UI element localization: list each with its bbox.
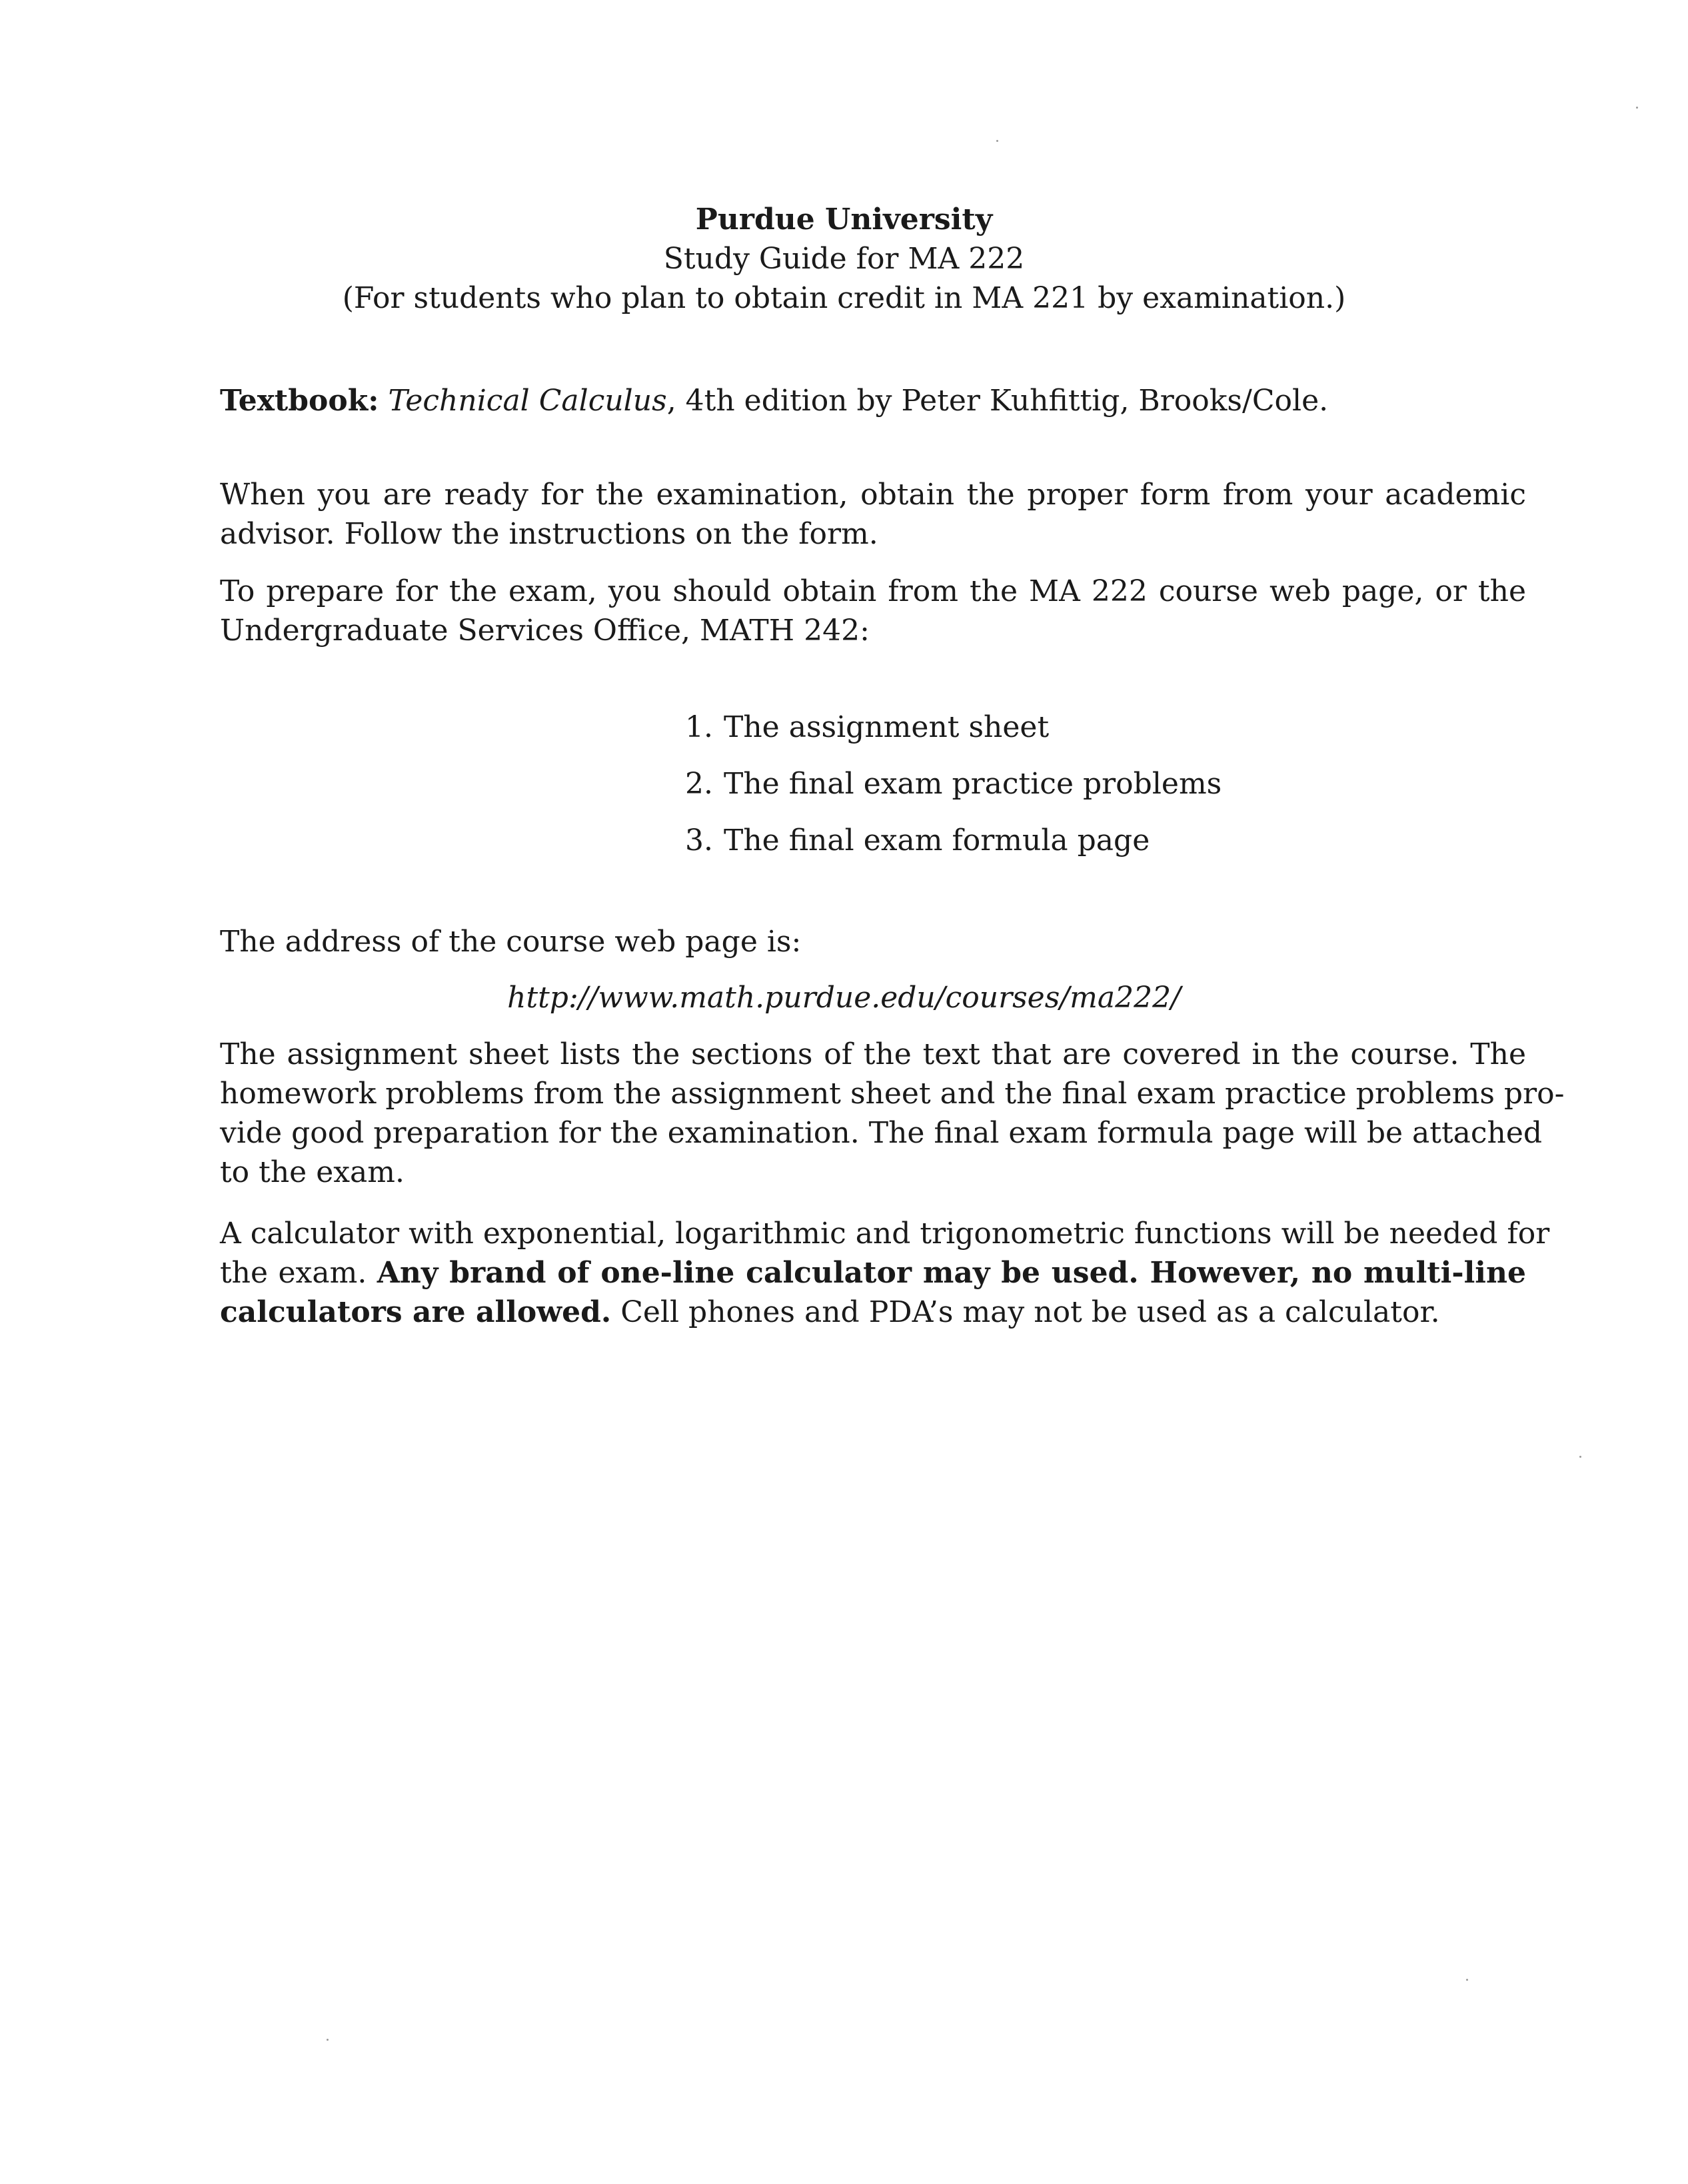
list-item-label: The assignment sheet bbox=[724, 710, 1050, 744]
list-item bbox=[685, 764, 1222, 804]
list-item-label: The final exam practice problems bbox=[724, 767, 1222, 801]
calculator-rule-bold: calculators are allowed. bbox=[220, 1295, 612, 1329]
paragraph-line: To prepare for the exam, you should obtain from the MA 222 course web page, or the bbox=[220, 574, 1526, 608]
list-item-number: 2. bbox=[685, 767, 713, 801]
calculator-text: Cell phones and PDA’s may not be used as a calculator. bbox=[611, 1295, 1440, 1329]
scan-speck bbox=[327, 2039, 329, 2041]
list-item bbox=[685, 708, 1222, 747]
calculator-text: the exam. bbox=[220, 1256, 377, 1290]
paragraph-line bbox=[220, 1293, 1526, 1332]
paragraph-exam-ready bbox=[220, 475, 1526, 554]
list-item bbox=[685, 821, 1222, 860]
paragraph-prepare bbox=[220, 572, 1526, 650]
paragraph-line: When you are ready for the examination, obtain the proper form from your academic bbox=[220, 478, 1526, 512]
textbook-details: , 4th edition by Peter Kuhfittig, Brooks/Cole. bbox=[666, 384, 1329, 418]
paragraph-line: A calculator with exponential, logarithmic and trigonometric functions will be needed for bbox=[220, 1217, 1550, 1251]
course-web-url: http://www.math.purdue.edu/courses/ma222/ bbox=[507, 981, 1181, 1015]
paragraph-line: Undergraduate Services Office, MATH 242: bbox=[220, 614, 870, 648]
textbook-title: Technical Calculus bbox=[388, 384, 667, 418]
scan-speck bbox=[1466, 1979, 1468, 1981]
scan-speck bbox=[996, 140, 998, 142]
paragraph-line: vide good preparation for the examination. The final exam formula page will be attached bbox=[220, 1116, 1543, 1150]
paragraph-calculator bbox=[220, 1214, 1550, 1332]
paragraph-line bbox=[220, 1253, 1526, 1293]
course-web-label: The address of the course web page is: bbox=[220, 925, 802, 959]
calculator-rule-bold: Any brand of one-line calculator may be used. However, no multi-line bbox=[377, 1256, 1526, 1290]
list-item-number: 1. bbox=[685, 710, 713, 744]
list-item-number: 3. bbox=[685, 823, 713, 857]
document-subtitle: (For students who plan to obtain credit in MA 221 by examination.) bbox=[342, 281, 1346, 315]
institution-name: Purdue University bbox=[695, 203, 993, 237]
textbook-line bbox=[220, 381, 1328, 420]
textbook-label: Textbook: bbox=[220, 384, 379, 418]
scan-speck bbox=[1636, 107, 1638, 109]
scan-speck bbox=[1579, 1456, 1581, 1458]
paragraph-line: The assignment sheet lists the sections of the text that are covered in the course. The bbox=[220, 1037, 1526, 1071]
paragraph-line: to the exam. bbox=[220, 1155, 405, 1189]
document-header bbox=[0, 200, 1688, 318]
paragraph-line: advisor. Follow the instructions on the form. bbox=[220, 517, 878, 551]
document-title: Study Guide for MA 222 bbox=[663, 242, 1025, 276]
materials-list bbox=[685, 708, 1222, 877]
list-item-label: The final exam formula page bbox=[724, 823, 1150, 857]
paragraph-line: homework problems from the assignment sheet and the final exam practice problems pro- bbox=[220, 1077, 1565, 1111]
paragraph-assignment-sheet bbox=[220, 1035, 1565, 1192]
